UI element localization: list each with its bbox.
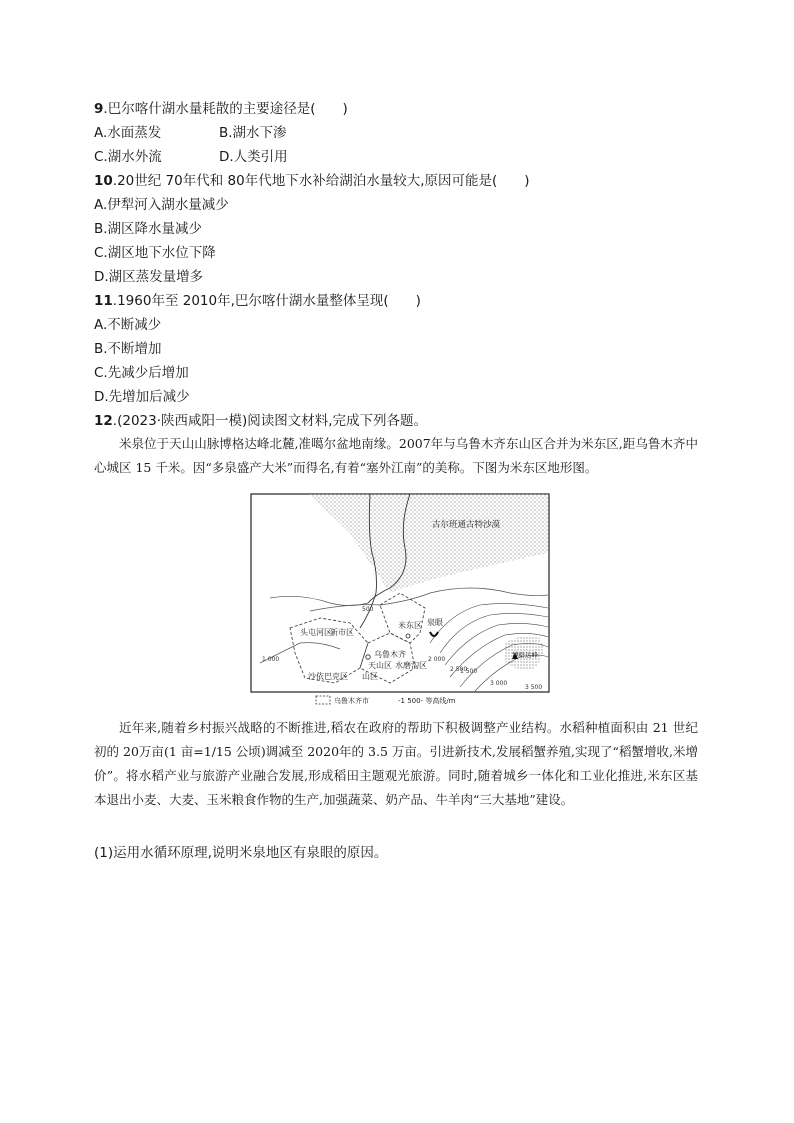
xinshi-label: 新市区	[330, 628, 354, 637]
q10-number: 10	[94, 173, 113, 189]
contour-2500-label: 2 500	[450, 666, 468, 673]
peak-label: 博格达峰	[512, 651, 538, 659]
contour-3500-label: 3 500	[525, 684, 543, 691]
q9-stem	[94, 100, 348, 118]
legend-city-label: 乌鲁木齐市	[334, 697, 369, 705]
q12-material-paragraph-1: 米泉位于天山山脉博格达峰北麓,准噶尔盆地南缘。2007年与乌鲁木齐东山区合并为米东区,距乌鲁木齐中心城区 15 千米。因“多泉盛产大米”而得名,有着“塞外江南”的美称。下图为米东区地形图。	[94, 436, 698, 475]
contour-1000-label: 1 000	[262, 656, 280, 663]
q9-option-b: B.湖水下渗	[219, 125, 287, 141]
shanqu-label: 山区	[362, 672, 378, 681]
spring-label: 泉眼	[427, 618, 443, 627]
desert-label: 古尔班通古特沙漠	[432, 520, 501, 530]
q10-option-d: D.湖区蒸发量增多	[94, 269, 204, 285]
q11-option-a: A.不断减少	[94, 317, 162, 333]
urumqi-label: 乌鲁木齐	[374, 650, 406, 659]
contour-2000-label: 2 000	[428, 656, 446, 663]
contour-500-label: 500	[362, 606, 374, 613]
q12-stem	[94, 412, 427, 430]
toutunhe-label: 头屯河区	[300, 628, 332, 637]
shuimogou-label: 水磨沟区	[395, 661, 427, 670]
q9-option-d: D.人类引用	[219, 149, 288, 165]
q12-stem-text: .(2023·陕西咸阳一模)阅读图文材料,完成下列各题。	[112, 413, 428, 429]
q12-number: 12	[94, 413, 113, 429]
shayibake-label: 沙依巴克区	[308, 672, 348, 681]
contour-1500-label: 1 500	[460, 668, 478, 675]
q12-subquestion-1: (1)运用水循环原理,说明米泉地区有泉眼的原因。	[94, 845, 388, 861]
q9-options-row2	[94, 148, 288, 166]
midong-label: 米东区	[398, 621, 422, 630]
q10-option-b: B.湖区降水量减少	[94, 221, 203, 237]
q11-option-c: C.先减少后增加	[94, 365, 189, 381]
q10-option-c: C.湖区地下水位下降	[94, 245, 216, 261]
midong-terrain-map	[250, 493, 550, 707]
q11-stem-text: .1960年至 2010年,巴尔喀什湖水量整体呈现( )	[112, 293, 421, 309]
q11-stem	[94, 292, 421, 310]
contour-3000-label: 3 000	[490, 680, 508, 687]
q9-stem-text: .巴尔喀什湖水量耗散的主要途径是( )	[103, 101, 348, 117]
tianshan-label: 天山区	[368, 661, 392, 670]
q10-stem	[94, 172, 530, 190]
legend-city-swatch	[316, 696, 330, 704]
q11-option-d: D.先增加后减少	[94, 389, 190, 405]
q9-option-c: C.湖水外流	[94, 149, 162, 165]
q10-option-a: A.伊犁河入湖水量减少	[94, 197, 229, 213]
q11-number: 11	[94, 293, 113, 309]
q10-stem-text: .20世纪 70年代和 80年代地下水补给湖泊水量较大,原因可能是( )	[112, 173, 530, 189]
q9-option-a: A.水面蒸发	[94, 125, 162, 141]
q9-options-row1	[94, 124, 287, 142]
q9-number: 9	[94, 101, 104, 117]
legend-contour-label: -1 500- 等高线/m	[398, 697, 456, 705]
q12-material-paragraph-2: 近年来,随着乡村振兴战略的不断推进,稻农在政府的帮助下积极调整产业结构。水稻种植面积由 21 世纪初的 20万亩(1 亩=1/15 公顷)调减至 2020年的 3.5 万亩。引进新技术,发展稻蟹养殖,实现了“稻蟹增收,米增价”。将水稻产业与旅游产业融合发展,形成稻田主题观光旅游。同时,随着城乡一体化和工业化推进,米东区基本退出小麦、大麦、玉米粮食作物的生产,加强蔬菜、奶产品、牛羊肉“三大基地”建设。	[94, 720, 698, 807]
q11-option-b: B.不断增加	[94, 341, 162, 357]
